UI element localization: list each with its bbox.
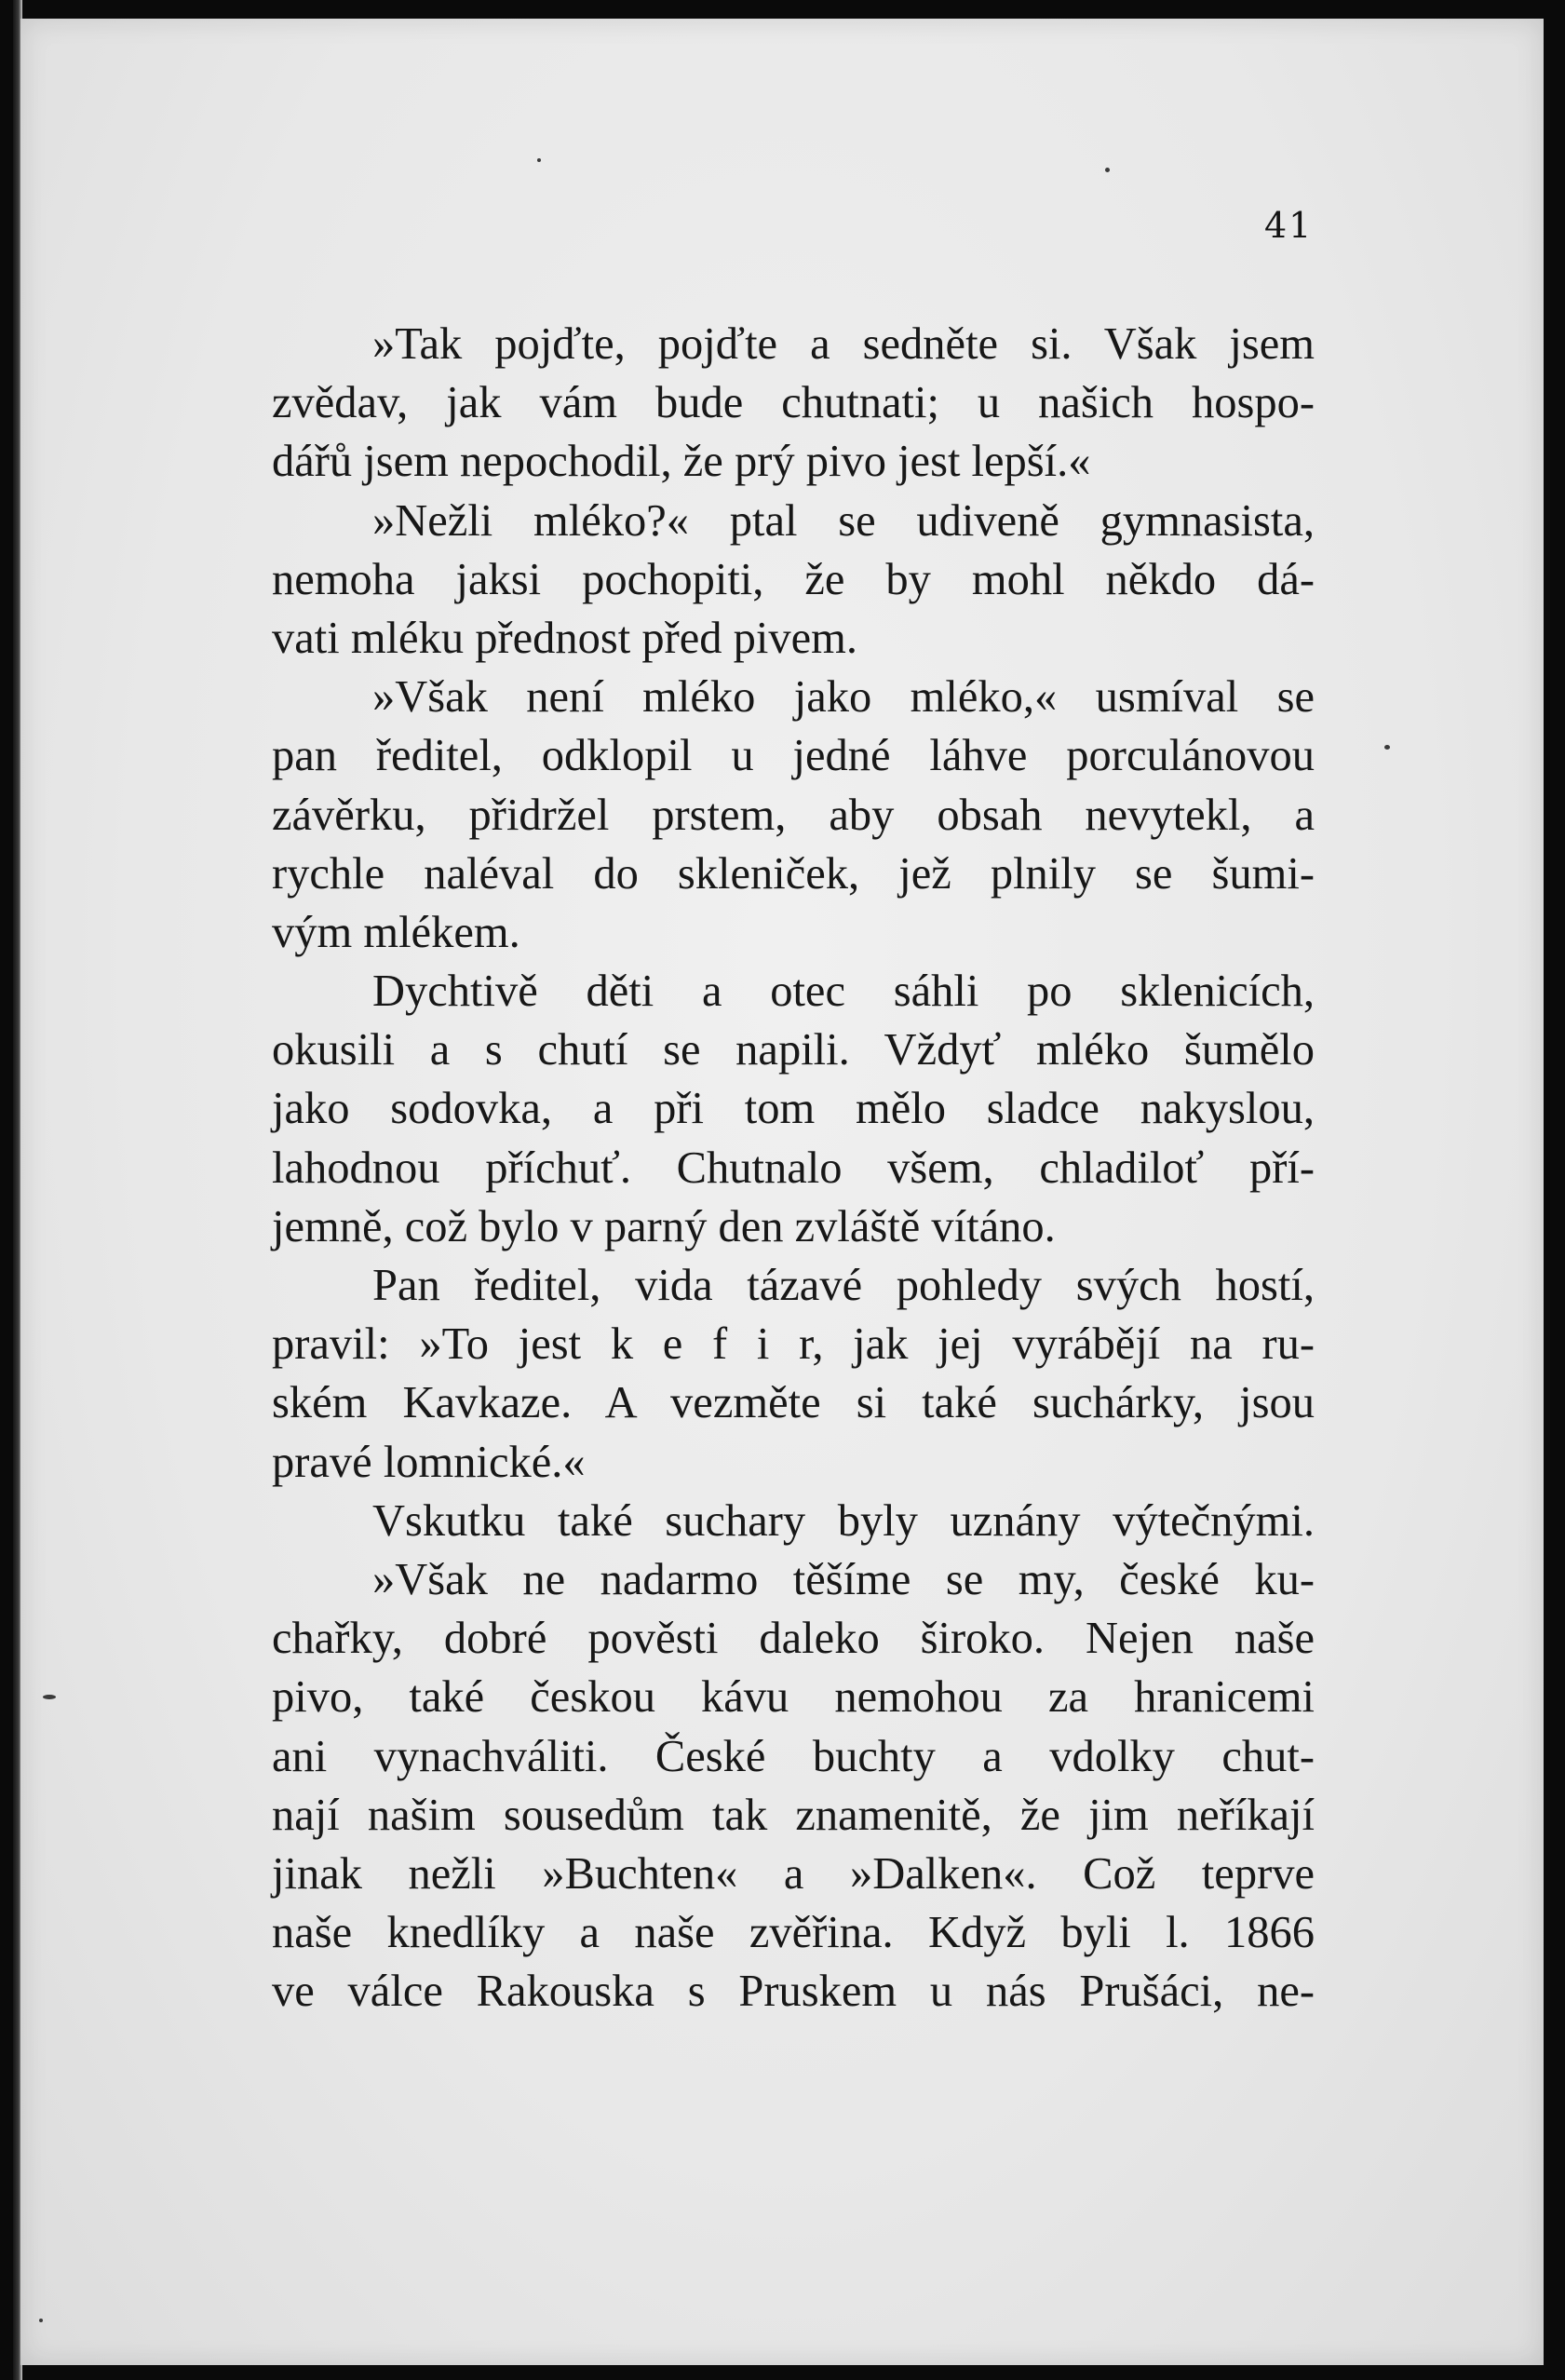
text-line: závěrku, přidržel prstem, aby obsah nevytekl, a <box>272 790 1315 840</box>
paper-speck <box>39 2319 43 2322</box>
text-line: vati mléku přednost před pivem. <box>272 613 858 663</box>
text-line: »Však ne nadarmo těšíme se my, české ku- <box>372 1554 1315 1604</box>
text-line: nají našim sousedům tak znamenitě, že jim neříkají <box>272 1790 1315 1840</box>
text-line: jinak nežli »Buchten« a »Dalken«. Což teprve <box>272 1848 1315 1899</box>
text-line: pivo, také českou kávu nemohou za hranicemi <box>272 1672 1315 1723</box>
text-line: naše knedlíky a naše zvěřina. Když byli l. 1866 <box>272 1908 1315 1958</box>
text-line: ve válce Rakouska s Pruskem u nás Prušáci, ne- <box>272 1967 1315 2017</box>
text-line: dářů jsem nepochodil, že prý pivo jest lepší.« <box>272 437 1091 487</box>
text-line: »Tak pojďte, pojďte a sedněte si. Však jsem <box>372 319 1315 369</box>
paper-speck <box>1384 745 1390 750</box>
text-line: »Nežli mléko?« ptal se udiveně gymnasista, <box>372 495 1315 546</box>
text-line: chařky, dobré pověsti daleko široko. Nejen naše <box>272 1614 1315 1664</box>
text-line: lahodnou příchuť. Chutnalo všem, chladiloť pří- <box>272 1143 1315 1193</box>
text-line: Dychtivě děti a otec sáhli po sklenicích, <box>372 967 1315 1017</box>
text-line: Vskutku také suchary byly uznány výtečnými. <box>372 1495 1315 1546</box>
text-line: »Však není mléko jako mléko,« usmíval se <box>372 672 1315 723</box>
text-line: pravé lomnické.« <box>272 1437 586 1487</box>
page-number: 41 <box>1264 205 1314 246</box>
text-line: pravil: »To jest k e f i r, jak jej vyrábějí na ru- <box>272 1319 1315 1370</box>
book-page <box>20 19 1544 2365</box>
text-line: ani vynachváliti. České buchty a vdolky chut- <box>272 1731 1315 1781</box>
paper-speck <box>1105 168 1110 172</box>
text-line: ském Kavkaze. A vezměte si také suchárky, jsou <box>272 1378 1315 1428</box>
body-text <box>272 315 1315 2021</box>
text-line: vým mlékem. <box>272 907 520 957</box>
text-line: nemoha jaksi pochopiti, že by mohl někdo dá- <box>272 554 1315 604</box>
paper-speck <box>537 158 541 162</box>
paper-speck <box>43 1695 56 1699</box>
text-line: zvědav, jak vám bude chutnati; u našich hospo- <box>272 378 1315 428</box>
text-line: pan ředitel, odklopil u jedné láhve porculánovou <box>272 731 1315 781</box>
text-line: jemně, což bylo v parný den zvláště vítáno. <box>272 1201 1056 1251</box>
text-line: Pan ředitel, vida tázavé pohledy svých hostí, <box>372 1261 1315 1310</box>
text-line: jako sodovka, a při tom mělo sladce nakyslou, <box>272 1084 1315 1134</box>
text-line: okusili a s chutí se napili. Vždyť mléko šumělo <box>272 1025 1315 1075</box>
text-line: rychle naléval do skleniček, jež plnily se šumi- <box>272 848 1315 899</box>
